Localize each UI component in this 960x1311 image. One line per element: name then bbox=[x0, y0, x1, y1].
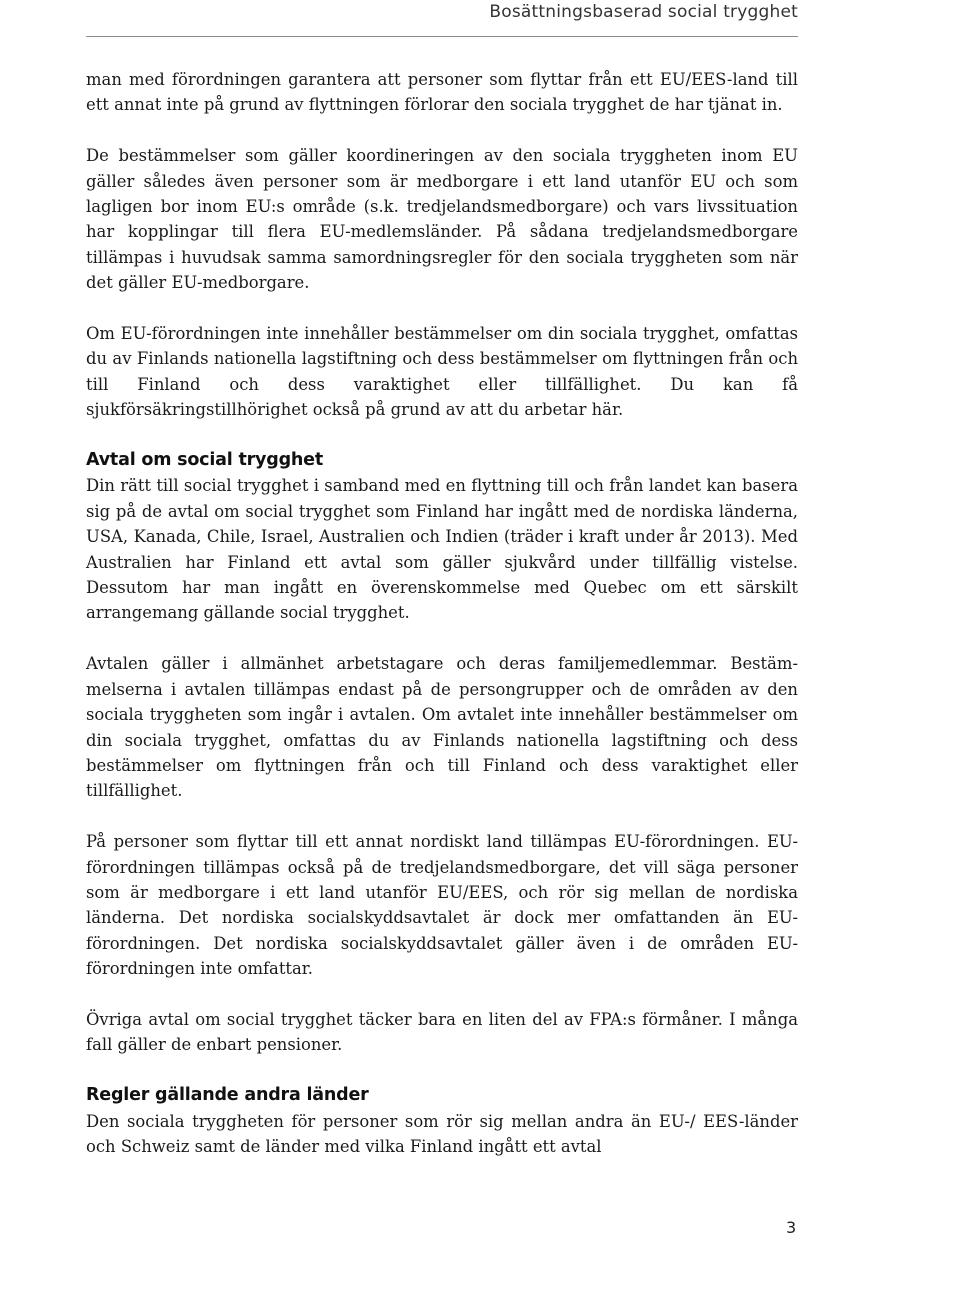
running-title: Bosättningsbaserad social trygghet bbox=[489, 2, 798, 22]
page-number: 3 bbox=[786, 1218, 797, 1237]
paragraph-5: Avtalen gäller i allmänhet arbetstagare och deras familjemedlemmar. Bestämmelserna i avtalen tillämpas endast på de persongrupper och de områden av den sociala tryggheten som ingår i avtalen. Om avtalet inte innehåller bestämmelser om din sociala trygghet, omfattas du av Finlands nationella lagstiftning och dess bestämmelser om flyttningen från och till Finland och dess varaktighet eller tillfällighet. bbox=[86, 654, 798, 801]
paragraph-3: Om EU-förordningen inte innehåller bestämmelser om din sociala trygghet, omfattas du av Finlands nationella lagstiftning och dess bestämmelser om flyttningen från och till Finland och dess varaktighet eller tillfällighet. Du kan få sjukförsäkringstillhörighet också på grund av att du arbetar här. bbox=[86, 324, 798, 420]
paragraph-4: Din rätt till social trygghet i samband med en flyttning till och från landet kan basera sig på de avtal om social trygghet som Finland har ingått med de nordiska länderna, USA, Kanada, Chile, Israel, Australien och Indien (träder i kraft under år 2013). Med Australien har Finland ett avtal som gäller sjukvård under tillfällig vistelse. Dessutom har man ingått en överenskommelse med Quebec om ett särskilt arrangemang gällande social trygghet. bbox=[86, 476, 798, 623]
paragraph-8: Den sociala tryggheten för personer som rör sig mellan andra än EU-/ EES-länder och Schweiz samt de länder med vilka Finland ingått ett avtal bbox=[86, 1111, 798, 1156]
page-content bbox=[86, 67, 798, 1185]
paragraph-7: Övriga avtal om social trygghet täcker bara en liten del av FPA:s förmåner. I många fall gäller de enbart pensioner. bbox=[86, 1009, 798, 1055]
section-heading-other-countries: Regler gällande andra länder bbox=[86, 1085, 369, 1106]
page-header bbox=[86, 0, 798, 37]
paragraph-1: man med förordningen garantera att personer som flyttar från ett EU/EES-land till ett annat inte på grund av flyttningen förlorar den sociala trygghet de har tjänat in. bbox=[86, 70, 798, 115]
paragraph-6: På personer som flyttar till ett annat nordiskt land tillämpas EU-förordningen. EU-förordningen tillämpas också på de tredjelandsmedborgare, det vill säga personer som är medborgare i ett land utanför EU/EES, och rör sig mellan de nordiska länderna. Det nordiska socialskyddsavtalet är dock mer omfattanden än EU-förordningen. Det nordiska socialskyddsavtalet gäller även i de områden EU-förordningen inte omfattar. bbox=[86, 832, 798, 979]
section-heading-agreements: Avtal om social trygghet bbox=[86, 450, 324, 471]
paragraph-2: De bestämmelser som gäller koordineringen av den sociala tryggheten inom EU gäller således även personer som är medborgare i ett land utanför EU och som lagligen bor inom EU:s område (s.k. tredjelandsmedborgare) och vars livssituation har kopplingar till flera EU-medlemsländer. På sådana tredjelandsmedborgare tillämpas i huvudsak samma samordningsregler för den sociala tryggheten som när det gäller EU-medborgare. bbox=[86, 146, 798, 293]
